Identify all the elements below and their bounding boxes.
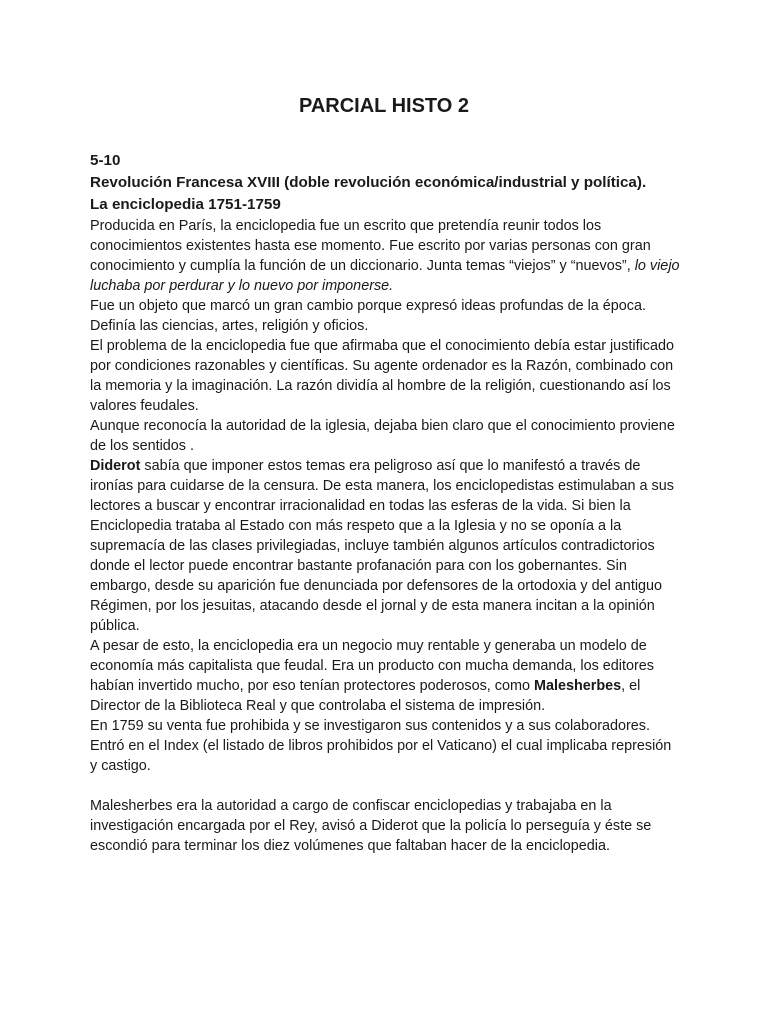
document-body — [90, 150, 680, 856]
malesherbes-name: Malesherbes — [533, 678, 622, 694]
paragraph-diderot-text: sabía que imponer estos temas era peligroso así que lo manifestó a través de ironías para cuidarse de la censura. De esta manera, los enciclopedistas estimulaban a sus lectores a buscar y encontrar irracionalidad en todas las esferas de la vida. Si bien la Enciclopedia trataba al Estado con más respeto que a la Iglesia y no se oponía a la supremacía de las clases privilegiadas, incluye también algunos artículos contradictorios donde el lector puede encontrar bastante profanación para con los gobernantes. Sin embargo, desde su aparición fue denunciada por defensores de la ortodoxia y del antiguo Régimen, por los jesuitas, atacando desde el jornal y de esta manera incitan a la opinión pública. — [90, 458, 674, 634]
paragraph-change: Fue un objeto que marcó un gran cambio porque expresó ideas profundas de la época. Definía las ciencias, artes, religión y oficios. — [90, 298, 647, 334]
page-title: PARCIAL HISTO 2 — [298, 95, 470, 117]
paragraph-malesherbes: Malesherbes era la autoridad a cargo de confiscar enciclopedias y trabajaba en la investigación encargada por el Rey, avisó a Diderot que la policía lo perseguía y éste se escondió para terminar los diez volúmenes que faltaban hacer de la enciclopedia. — [90, 798, 652, 854]
paragraph-business — [90, 636, 680, 716]
date-range-heading: 5-10 — [90, 152, 121, 169]
paragraph-intro — [90, 216, 680, 296]
diderot-name: Diderot — [90, 458, 141, 474]
revolution-heading: Revolución Francesa XVIII (doble revolución económica/industrial y política). — [90, 174, 647, 191]
paragraph-spacer — [90, 776, 680, 796]
paragraph-intro-text: Producida en París, la enciclopedia fue un escrito que pretendía reunir todos los conocimientos existentes hasta ese momento. Fue escrito por varias personas con gran conocimiento y cumplía la función de un diccionario. Junta temas “viejos” y “nuevos”, — [90, 218, 651, 274]
paragraph-intro-italic: lo viejo luchaba por perdurar y lo nuevo por imponerse. — [90, 258, 680, 294]
encyclopedia-heading: La enciclopedia 1751-1759 — [90, 196, 281, 213]
paragraph-business-rest: , el Director de la Biblioteca Real y que controlaba el sistema de impresión. — [90, 678, 641, 714]
paragraph-problem: El problema de la enciclopedia fue que afirmaba que el conocimiento debía estar justificado por condiciones razonables y científicas. Su agente ordenador es la Razón, combinado con la memoria y la imaginación. La razón dividía al hombre de la religión, cuestionando así los valores feudales. — [90, 338, 674, 414]
paragraph-church: Aunque reconocía la autoridad de la iglesia, dejaba bien claro que el conocimiento proviene de los sentidos . — [90, 418, 675, 454]
paragraph-business-text: A pesar de esto, la enciclopedia era un negocio muy rentable y generaba un modelo de economía más capitalista que feudal. Era un producto con mucha demanda, los editores habían invertido mucho, por eso tenían protectores poderosos, como — [90, 638, 654, 694]
paragraph-diderot — [90, 456, 680, 636]
paragraph-prohibition: En 1759 su venta fue prohibida y se investigaron sus contenidos y a sus colaboradores. Entró en el Index (el listado de libros prohibidos por el Vaticano) el cual implicaba represión y castigo. — [90, 718, 672, 774]
